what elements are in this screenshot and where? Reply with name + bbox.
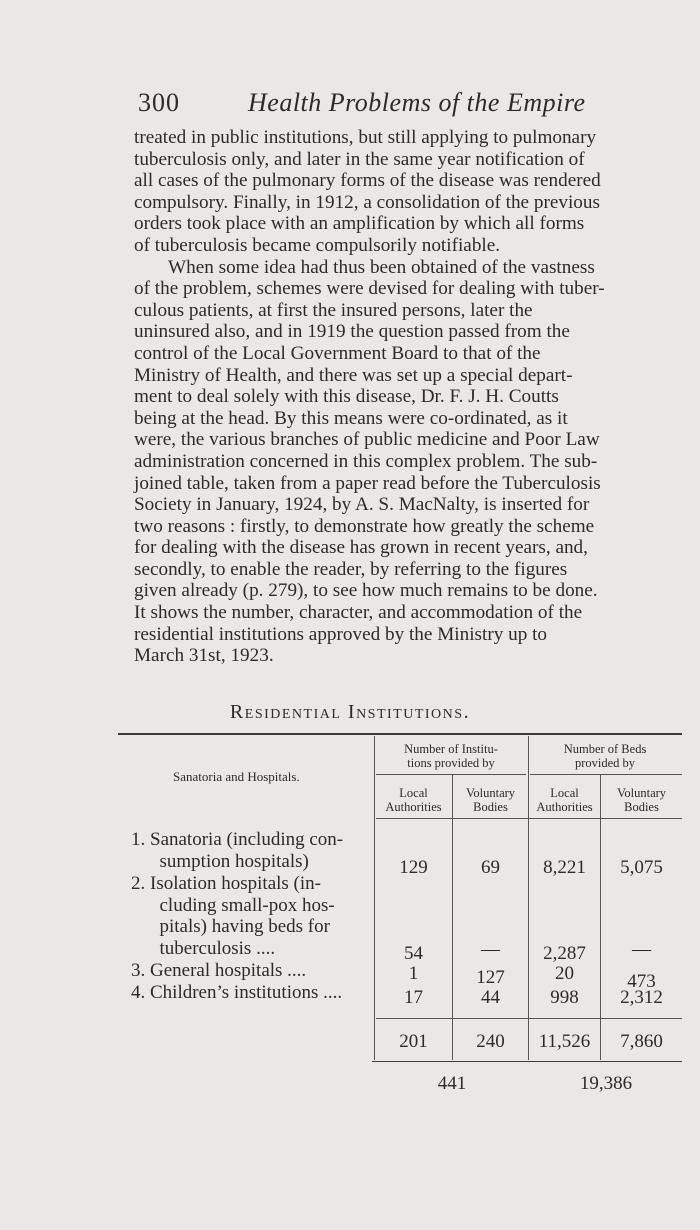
page-number: 300 (138, 88, 180, 117)
body-line: given already (p. 279), to see how much remains to be done. (134, 580, 598, 602)
table-bottom-rule (372, 1061, 682, 1062)
table-cell: 1 (408, 963, 419, 984)
header-beds: Number of Beds provided by (563, 742, 647, 770)
body-line: culous patients, at first the insured persons, later the (134, 299, 533, 321)
page-header (138, 88, 683, 124)
table-divider (528, 736, 529, 1060)
body-line: all cases of the pulmonary forms of the disease was rendered (134, 170, 601, 192)
table-title: Residential Institutions. (229, 701, 471, 723)
body-line: Ministry of Health, and there was set up a special depart- (134, 364, 573, 386)
body-line: of tuberculosis became compulsorily notifiable. (134, 234, 501, 256)
body-line: orders took place with an amplification by which all forms (134, 213, 585, 235)
body-line: March 31st, 1923. (134, 645, 274, 667)
body-line: two reasons : firstly, to demonstrate how greatly the scheme (134, 515, 595, 537)
table-divider (374, 736, 375, 1060)
running-title: Health Problems of the Empire (248, 88, 586, 117)
subheader-local-institutions: Local Authorities (385, 786, 442, 814)
body-line: ment to deal solely with this disease, Dr. F. J. H. Coutts (134, 386, 559, 408)
body-line: tuberculosis only, and later in the same year notification of (134, 148, 585, 170)
row-label-isolation: 2. Isolation hospitals (in- cluding small-pox hos- pitals) having beds for tuberculosis .... (131, 873, 335, 959)
total-local-institutions: 201 (399, 1031, 428, 1052)
subheader-voluntary-institutions: Voluntary Bodies (465, 786, 516, 814)
body-line: being at the head. By this means were co-ordinated, as it (134, 407, 568, 429)
table-cell: 473 (627, 971, 656, 992)
table-cell: — (481, 939, 500, 960)
subheader-voluntary-beds: Voluntary Bodies (616, 786, 667, 814)
body-line: for dealing with the disease has grown in recent years, and, (134, 537, 588, 559)
stub-header: Sanatoria and Hospitals. (173, 769, 300, 784)
body-line: control of the Local Government Board to that of the (134, 342, 541, 364)
row-label-children: 4. Children’s institutions .... (131, 982, 343, 1003)
body-text (134, 127, 682, 667)
table-top-rule (118, 733, 682, 735)
body-line: When some idea had thus been obtained of the vastness (168, 256, 595, 278)
table-cell: 129 (399, 857, 428, 878)
table-cell: 127 (476, 967, 505, 988)
subheader-local-beds: Local Authorities (536, 786, 593, 814)
grand-total-beds: 19,386 (579, 1073, 633, 1094)
total-local-beds: 11,526 (538, 1031, 591, 1052)
body-line: Society in January, 1924, by A. S. MacNalty, is inserted for (134, 494, 590, 516)
table-cell: 2,312 (620, 987, 663, 1008)
grand-total-institutions: 441 (437, 1073, 467, 1094)
body-line: uninsured also, and in 1919 the question passed from the (134, 321, 570, 343)
table-divider (376, 818, 682, 819)
body-line: It shows the number, character, and accommodation of the (134, 602, 583, 624)
body-line: residential institutions approved by the Ministry up to (134, 623, 548, 645)
body-line: administration concerned in this complex problem. The sub- (134, 450, 598, 472)
row-label-sanatoria: 1. Sanatoria (including con- sumption hospitals) (131, 829, 344, 872)
header-institutions: Number of Institu- tions provided by (404, 742, 498, 770)
table-cell: 2,287 (543, 943, 586, 964)
total-voluntary-beds: 7,860 (620, 1031, 663, 1052)
body-line: treated in public institutions, but still applying to pulmonary (134, 127, 597, 148)
table-cell: 8,221 (543, 857, 586, 878)
body-line: of the problem, schemes were devised for dealing with tuber- (134, 278, 605, 300)
body-line: joined table, taken from a paper read before the Tuberculosis (134, 472, 601, 494)
table-cell: 17 (404, 987, 423, 1008)
body-line: compulsory. Finally, in 1912, a consolidation of the previous (134, 191, 600, 213)
table-cell: 20 (555, 963, 574, 984)
body-line: secondly, to enable the reader, by referring to the figures (134, 558, 568, 580)
body-line: were, the various branches of public medicine and Poor Law (134, 429, 600, 451)
table-cell: — (632, 939, 651, 960)
row-label-general: 3. General hospitals .... (131, 960, 307, 981)
total-voluntary-institutions: 240 (476, 1031, 505, 1052)
table-cell: 69 (481, 857, 500, 878)
table-cell: 44 (481, 987, 500, 1008)
table-divider (376, 774, 526, 775)
table-divider (376, 1018, 682, 1019)
table-cell: 5,075 (620, 857, 663, 878)
table-cell: 54 (404, 943, 423, 964)
table-cell: 998 (550, 987, 579, 1008)
table-divider (530, 774, 682, 775)
